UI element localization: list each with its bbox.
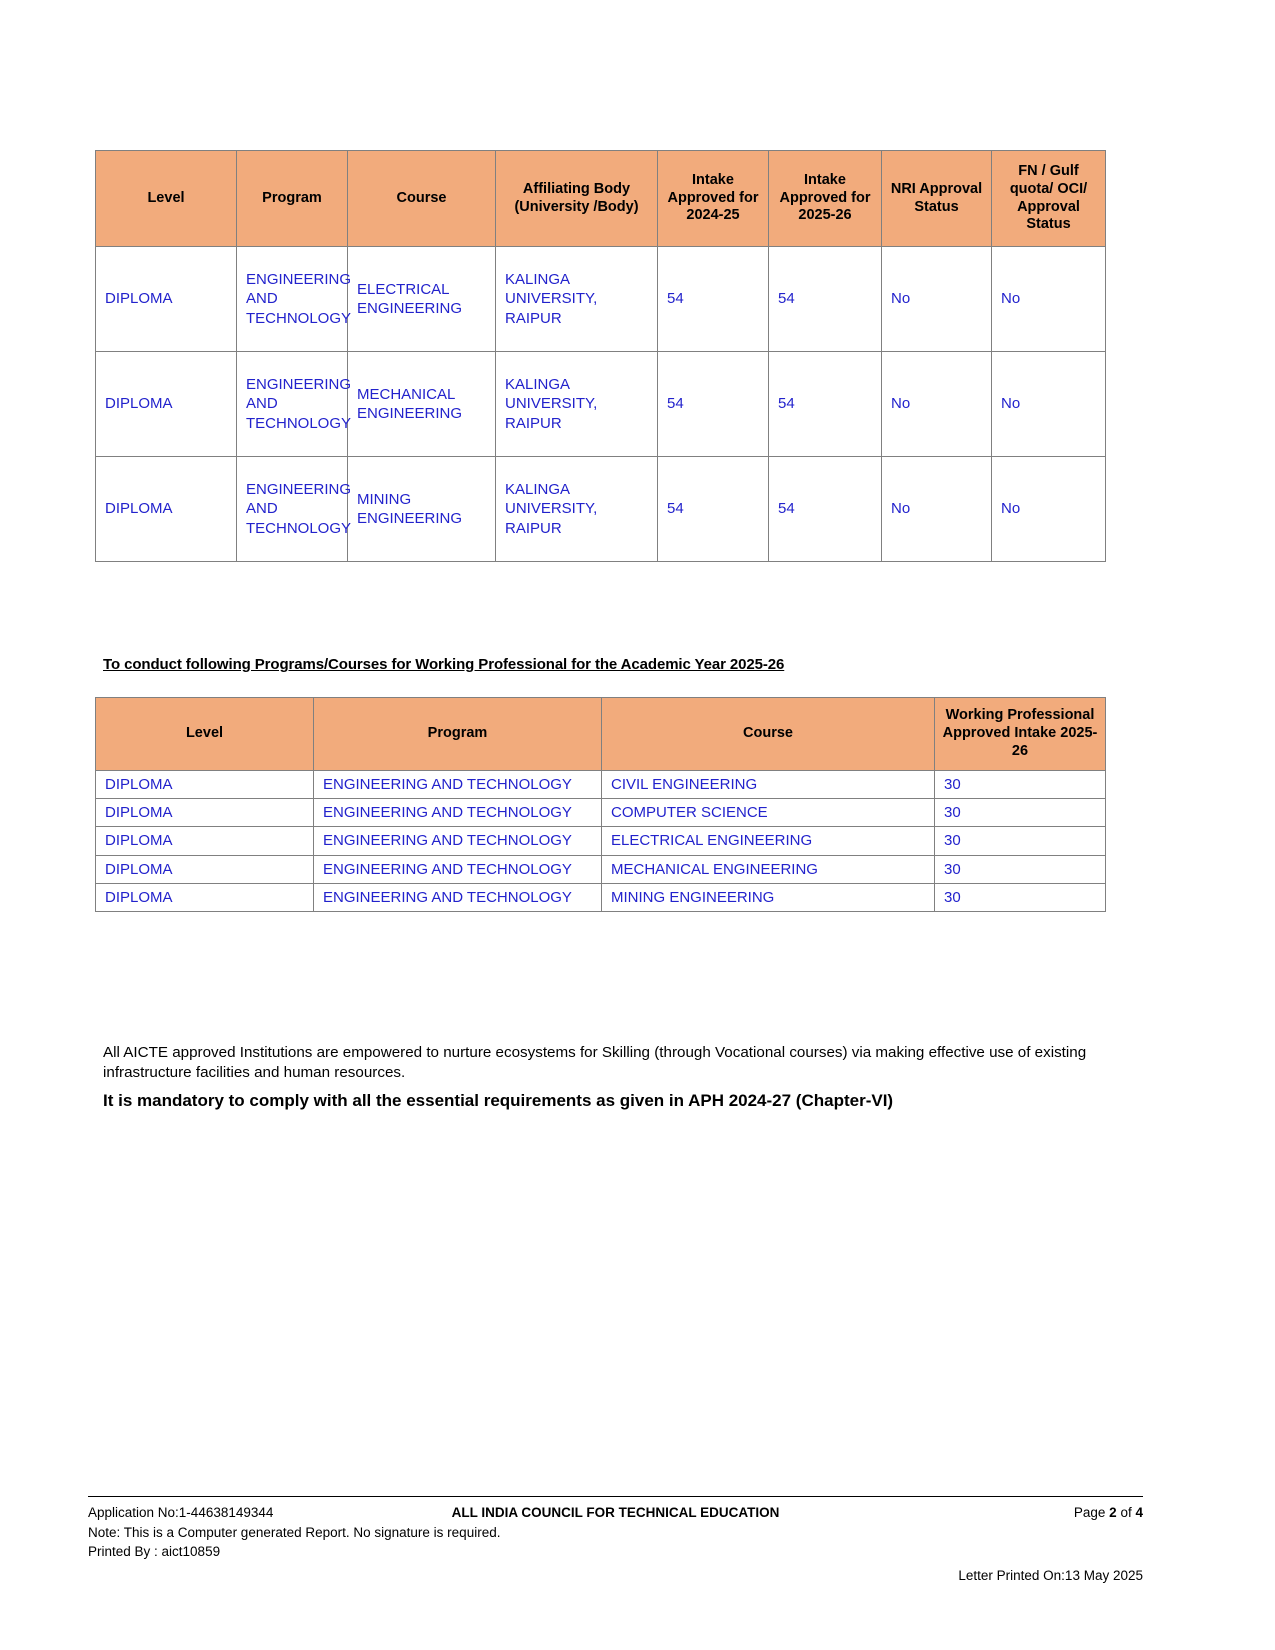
column-header-program: Program [314,698,602,771]
mandatory-compliance-statement: It is mandatory to comply with all the essential requirements as given in APH 2024-27 (Chapter-VI) [103,1091,894,1110]
table-row [96,247,1106,352]
cell-nri-approval-status: No [882,247,992,352]
cell-program: ENGINEERING AND TECHNOLOGY [314,771,602,799]
cell-level: DIPLOMA [96,247,237,352]
footer-divider [88,1496,1143,1497]
cell-level: DIPLOMA [96,827,314,855]
cell-affiliating-body: KALINGA UNIVERSITY, RAIPUR [496,352,658,457]
cell-course: ELECTRICAL ENGINEERING [602,827,935,855]
cell-course: MECHANICAL ENGINEERING [348,352,496,457]
footer-generated-note: Note: This is a Computer generated Report. No signature is required. [88,1524,501,1540]
cell-affiliating-body: KALINGA UNIVERSITY, RAIPUR [496,457,658,562]
column-header-course: Course [602,698,935,771]
column-header-course: Course [348,151,496,247]
skilling-note-paragraph: All AICTE approved Institutions are empowered to nurture ecosystems for Skilling (through Vocational courses) via making effective use of existing infrastructure facilities and human resources. [103,1044,1087,1082]
column-header-level: Level [96,698,314,771]
cell-course: MINING ENGINEERING [602,883,935,911]
footer-organization-name: ALL INDIA COUNCIL FOR TECHNICAL EDUCATION [451,1505,780,1520]
cell-course: ELECTRICAL ENGINEERING [348,247,496,352]
table-row [96,352,1106,457]
cell-program: ENGINEERING AND TECHNOLOGY [314,883,602,911]
column-header-affiliating-body: Affiliating Body (University /Body) [496,151,658,247]
cell-program: ENGINEERING AND TECHNOLOGY [237,352,348,457]
cell-level: DIPLOMA [96,883,314,911]
cell-intake-2024-25: 54 [658,247,769,352]
footer-page-label: Page [1073,1505,1106,1520]
column-header-working-professional-intake: Working Professional Approved Intake 2025-26 [935,698,1106,771]
cell-intake: 30 [935,883,1106,911]
cell-program: ENGINEERING AND TECHNOLOGY [314,827,602,855]
table-row [96,771,1106,799]
column-header-program: Program [237,151,348,247]
cell-intake-2024-25: 54 [658,352,769,457]
column-header-level: Level [96,151,237,247]
footer-application-number: Application No:1-44638149344 [88,1505,274,1520]
working-professional-section-heading: To conduct following Programs/Courses for Working Professional for the Academic Year 2025-26 [103,656,785,673]
cell-program: ENGINEERING AND TECHNOLOGY [314,799,602,827]
footer-row-secondary [88,1566,1143,1586]
table-row [96,827,1106,855]
footer-page-separator: of [1120,1505,1132,1520]
cell-program: ENGINEERING AND TECHNOLOGY [237,457,348,562]
cell-fn-gulf-oci-status: No [992,352,1106,457]
approved-courses-table [95,150,1106,562]
cell-intake-2025-26: 54 [769,457,882,562]
cell-level: DIPLOMA [96,352,237,457]
cell-nri-approval-status: No [882,352,992,457]
working-professional-table [95,697,1106,912]
footer-letter-printed-on: Letter Printed On:13 May 2025 [958,1567,1143,1583]
cell-course: MECHANICAL ENGINEERING [602,855,935,883]
table-row [96,883,1106,911]
cell-affiliating-body: KALINGA UNIVERSITY, RAIPUR [496,247,658,352]
table-row [96,457,1106,562]
page-footer [88,1503,1143,1585]
cell-intake-2025-26: 54 [769,352,882,457]
footer-printed-by: Printed By : aict10859 [88,1544,221,1560]
cell-course: COMPUTER SCIENCE [602,799,935,827]
footer-page-total: 4 [1135,1505,1143,1520]
footer-page-current: 2 [1109,1505,1117,1520]
table-header-row [96,151,1106,247]
cell-intake-2024-25: 54 [658,457,769,562]
cell-level: DIPLOMA [96,855,314,883]
cell-nri-approval-status: No [882,457,992,562]
cell-level: DIPLOMA [96,457,237,562]
table-header-row [96,698,1106,771]
cell-program: ENGINEERING AND TECHNOLOGY [237,247,348,352]
cell-program: ENGINEERING AND TECHNOLOGY [314,855,602,883]
cell-level: DIPLOMA [96,771,314,799]
cell-level: DIPLOMA [96,799,314,827]
column-header-fn-gulf-oci-status: FN / Gulf quota/ OCI/ Approval Status [992,151,1106,247]
footer-row-primary [88,1503,1143,1523]
column-header-intake-2024-25: Intake Approved for 2024-25 [658,151,769,247]
cell-intake: 30 [935,771,1106,799]
column-header-nri-approval-status: NRI Approval Status [882,151,992,247]
cell-intake: 30 [935,799,1106,827]
cell-course: MINING ENGINEERING [348,457,496,562]
cell-fn-gulf-oci-status: No [992,457,1106,562]
table-row [96,799,1106,827]
cell-intake: 30 [935,827,1106,855]
cell-fn-gulf-oci-status: No [992,247,1106,352]
cell-course: CIVIL ENGINEERING [602,771,935,799]
table-row [96,855,1106,883]
cell-intake: 30 [935,855,1106,883]
cell-intake-2025-26: 54 [769,247,882,352]
column-header-intake-2025-26: Intake Approved for 2025-26 [769,151,882,247]
